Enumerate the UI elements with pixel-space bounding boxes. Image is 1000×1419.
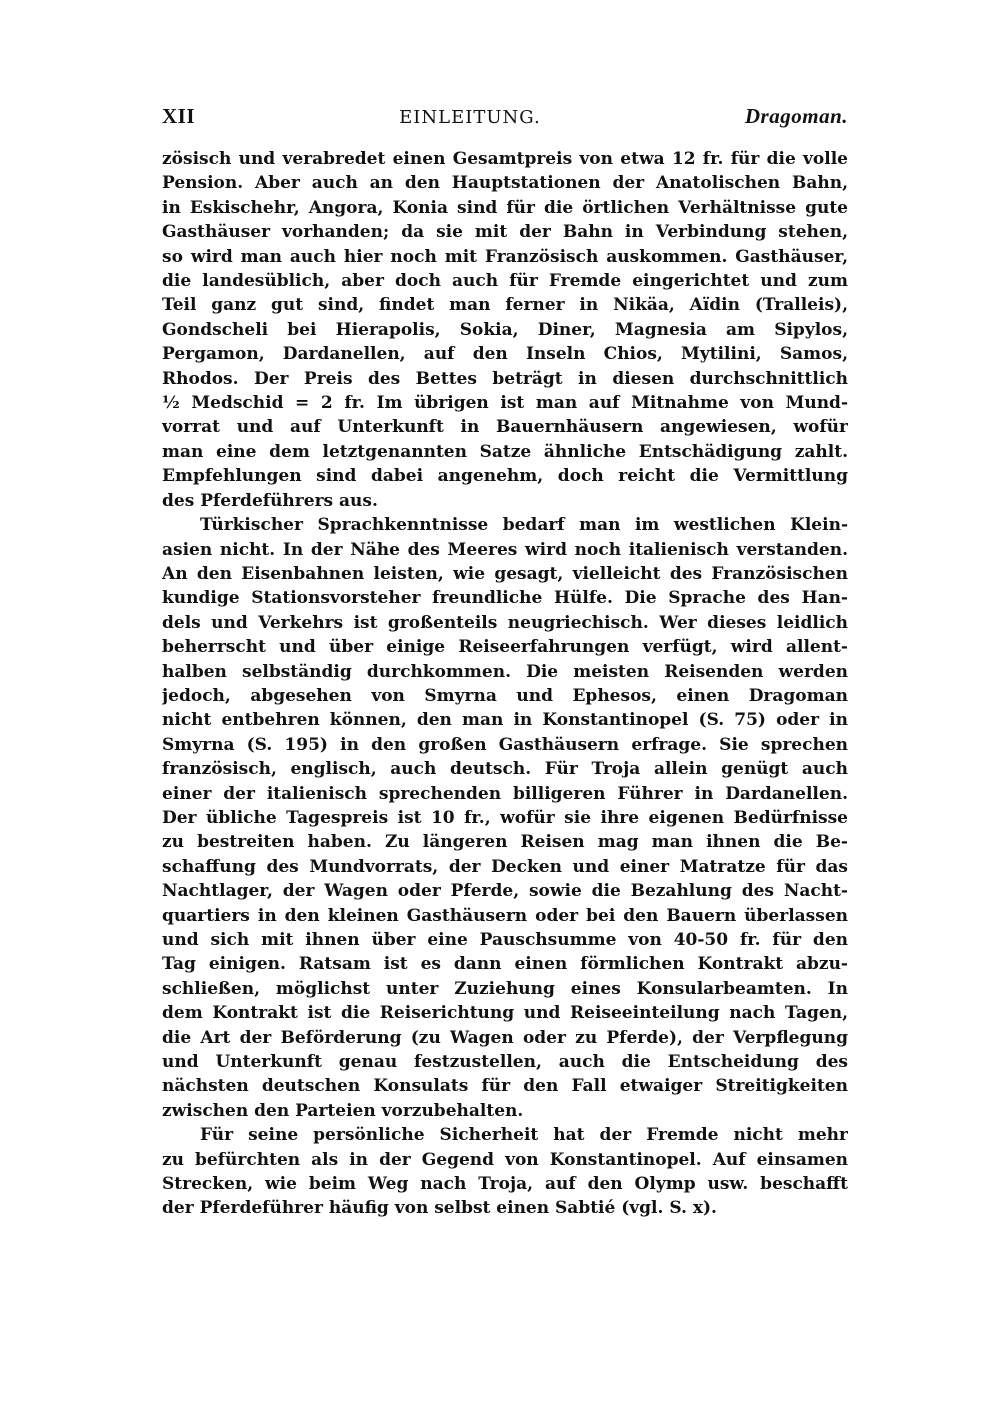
body-text (162, 147, 848, 1221)
text-line: Rhodos. Der Preis des Bettes beträgt in diesen durchschnittlich (162, 368, 848, 389)
text-line: nächsten deutschen Konsulats für den Fall etwaiger Streitigkeiten (162, 1076, 848, 1097)
text-line: dels und Verkehrs ist großenteils neugriechisch. Wer dieses leidlich (162, 612, 848, 633)
text-line: nicht entbehren können, den man in Konstantinopel (S. 75) oder in (162, 710, 848, 731)
text-line: zwischen den Parteien vorzubehalten. (162, 1100, 524, 1121)
text-line: Nachtlager, der Wagen oder Pferde, sowie die Bezahlung des Nacht- (162, 881, 848, 902)
text-line: in Eskischehr, Angora, Konia sind für die örtlichen Verhältnisse gute (162, 197, 848, 218)
text-line: halben selbständig durchkommen. Die meisten Reisenden werden (162, 661, 848, 682)
text-line: Teil ganz gut sind, findet man ferner in Nikäa, Aïdin (Tralleis), (162, 295, 848, 316)
chapter-title: EINLEITUNG. (399, 107, 541, 128)
text-line: Pension. Aber auch an den Hauptstationen der Anatolischen Bahn, (162, 173, 848, 194)
text-line: schaffung des Mundvorrats, der Decken und einer Matratze für das (162, 856, 848, 877)
text-line: so wird man auch hier noch mit Französisch auskommen. Gasthäuser, (162, 246, 848, 267)
text-line: schließen, möglichst unter Zuziehung eines Konsularbeamten. In (162, 978, 848, 999)
text-line: französisch, englisch, auch deutsch. Für Troja allein genügt auch (162, 759, 848, 780)
text-line: einer der italienisch sprechenden billigeren Führer in Dardanellen. (162, 783, 848, 804)
text-line: Der übliche Tagespreis ist 10 fr., wofür sie ihre eigenen Bedürfnisse (162, 807, 848, 828)
text-line: zu bestreiten haben. Zu längeren Reisen mag man ihnen die Be- (162, 832, 848, 853)
text-line: des Pferdeführers aus. (162, 490, 378, 511)
text-line: Tag einigen. Ratsam ist es dann einen förmlichen Kontrakt abzu- (162, 954, 848, 975)
text-line: Gasthäuser vorhanden; da sie mit der Bahn in Verbindung stehen, (162, 222, 848, 243)
text-line: zösisch und verabredet einen Gesamtpreis von etwa 12 fr. für die volle (162, 149, 848, 169)
text-line: kundige Stationsvorsteher freundliche Hülfe. Die Sprache des Han- (162, 588, 848, 609)
text-line: zu befürchten als in der Gegend von Konstantinopel. Auf einsamen (162, 1149, 848, 1170)
text-line: die Art der Beförderung (zu Wagen oder zu Pferde), der Verpflegung (162, 1027, 848, 1048)
text-line: asien nicht. In der Nähe des Meeres wird noch italienisch verstanden. (162, 539, 848, 560)
text-line: beherrscht und über einige Reiseerfahrungen verfügt, wird allent- (162, 637, 848, 658)
text-line: die landesüblich, aber doch auch für Fremde eingerichtet und zum (162, 271, 848, 292)
paragraph (162, 1123, 848, 1221)
text-line: Strecken, wie beim Weg nach Troja, auf den Olymp usw. beschafft (162, 1174, 848, 1195)
text-line: Für seine persönliche Sicherheit hat der Fremde nicht mehr (200, 1125, 848, 1146)
text-line: ½ Medschid = 2 fr. Im übrigen ist man auf Mitnahme von Mund- (162, 393, 848, 414)
text-line: jedoch, abgesehen von Smyrna und Ephesos, einen Dragoman (162, 685, 848, 706)
page-number: XII (162, 104, 196, 128)
text-line: Empfehlungen sind dabei angenehm, doch reicht die Vermittlung (162, 466, 848, 487)
text-line: Gondscheli bei Hierapolis, Sokia, Diner, Magnesia am Sipylos, (162, 319, 848, 340)
text-line: dem Kontrakt ist die Reiserichtung und Reiseeinteilung nach Tagen, (162, 1003, 848, 1024)
text-line: und sich mit ihnen über eine Pauschsumme von 40-50 fr. für den (162, 930, 848, 950)
book-page (162, 104, 848, 1221)
section-topic: Dragoman. (744, 104, 848, 128)
text-line: und Unterkunft genau festzustellen, auch die Entscheidung des (162, 1052, 848, 1073)
text-line: Türkischer Sprachkenntnisse bedarf man im westlichen Klein- (200, 515, 848, 536)
text-line: Smyrna (S. 195) in den großen Gasthäusern erfrage. Sie sprechen (162, 734, 848, 755)
text-line: vorrat und auf Unterkunft in Bauernhäusern angewiesen, wofür (162, 417, 848, 438)
paragraph (162, 147, 848, 513)
text-line: An den Eisenbahnen leisten, wie gesagt, vielleicht des Französischen (162, 563, 848, 584)
text-line: man eine dem letztgenannten Satze ähnliche Entschädigung zahlt. (162, 441, 848, 462)
text-line: quartiers in den kleinen Gasthäusern oder bei den Bauern überlassen (162, 905, 848, 926)
running-header (162, 104, 848, 129)
paragraph (162, 513, 848, 1123)
text-line: Pergamon, Dardanellen, auf den Inseln Chios, Mytilini, Samos, (162, 344, 848, 365)
text-line: der Pferdeführer häufig von selbst einen Sabtié (vgl. S. x). (162, 1198, 717, 1219)
